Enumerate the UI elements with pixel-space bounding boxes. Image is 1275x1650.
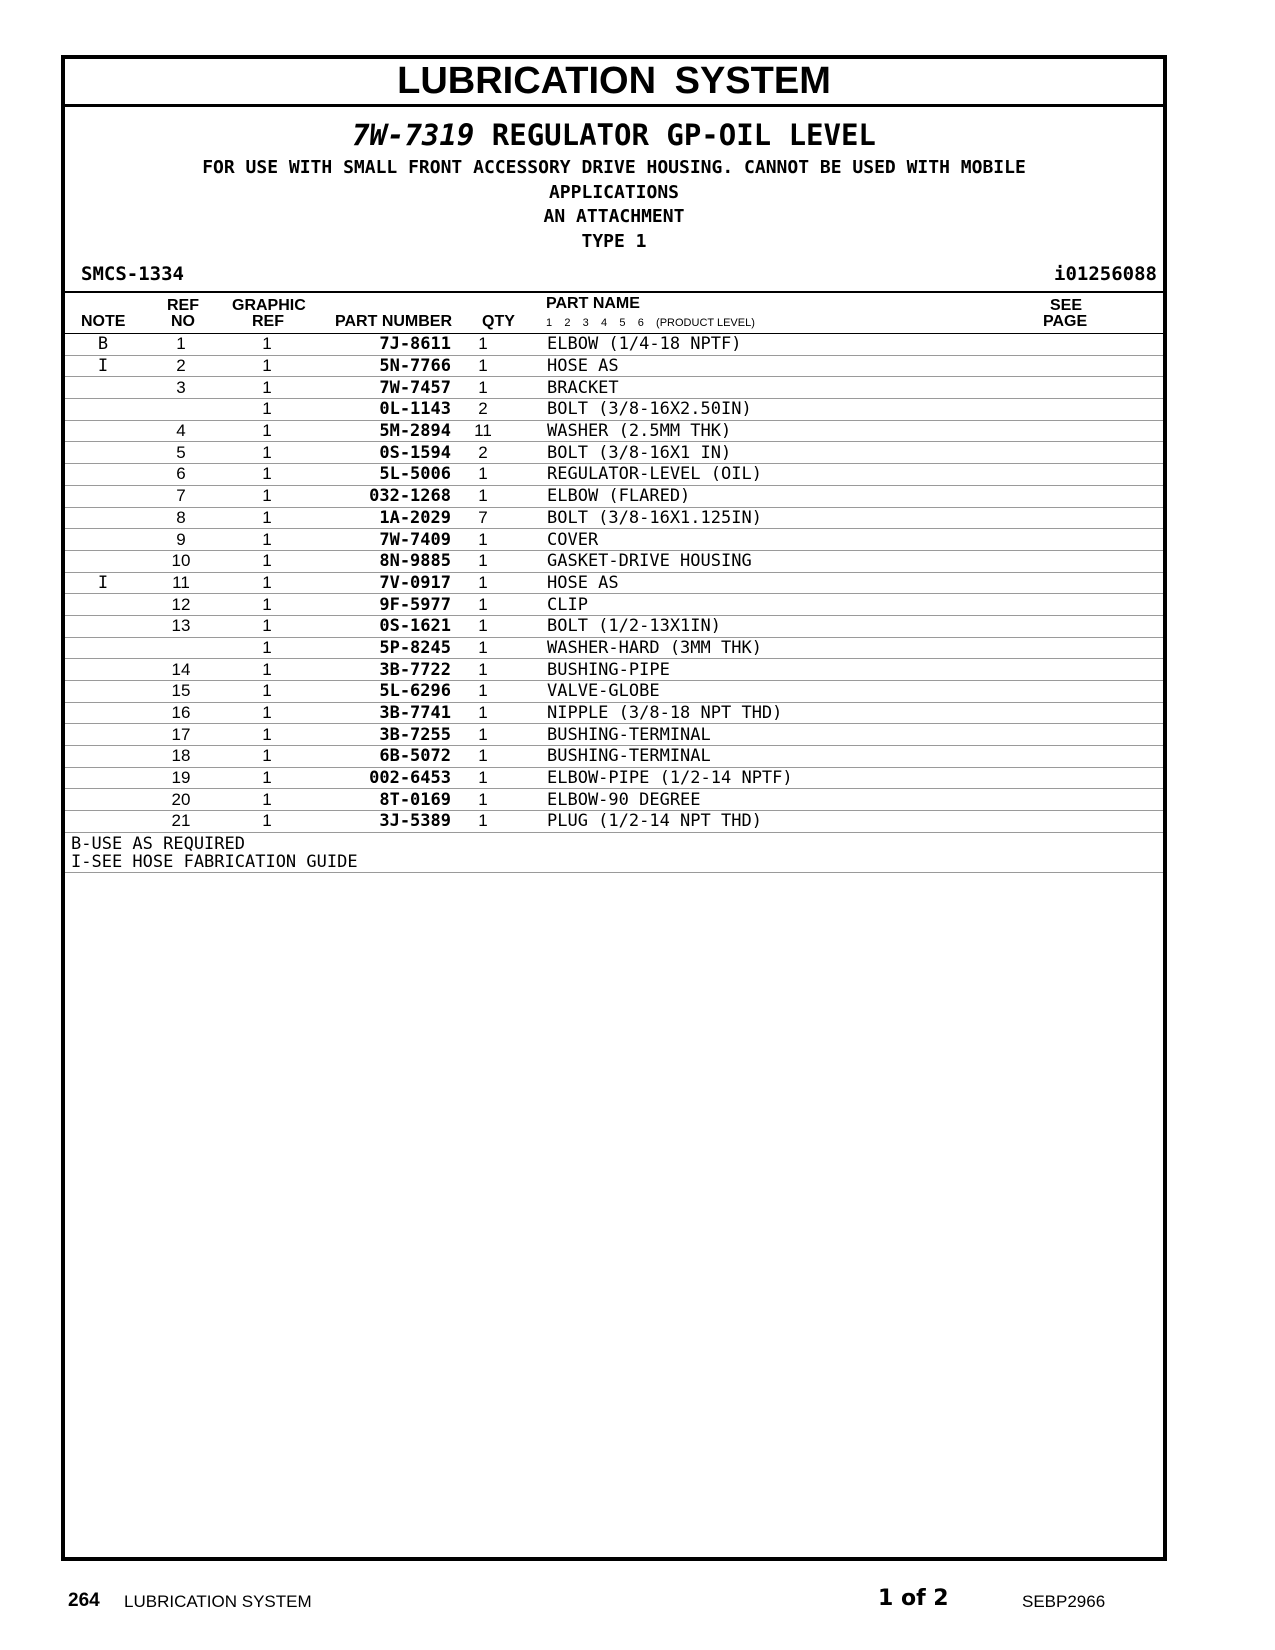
part-name-cell: ELBOW (FLARED) (507, 485, 1015, 507)
part-number-cell: 002-6453 (313, 767, 459, 789)
column-headers (65, 293, 1163, 334)
part-number-cell: 7V-0917 (313, 572, 459, 594)
part-name-cell: HOSE AS (507, 355, 1015, 377)
part-number-cell: 5N-7766 (313, 355, 459, 377)
graphic-ref-cell: 1 (221, 659, 313, 681)
see-page-cell (1015, 442, 1163, 464)
table-row (65, 485, 1163, 507)
parts-table-body (65, 334, 1163, 832)
ref-no-cell: 16 (141, 702, 221, 724)
graphic-ref-cell: 1 (221, 767, 313, 789)
see-page-cell (1015, 377, 1163, 399)
qty-cell: 2 (459, 399, 507, 421)
qty-cell: 1 (459, 789, 507, 811)
part-number-cell: 8T-0169 (313, 789, 459, 811)
table-row (65, 811, 1163, 833)
header-product-level: 1 2 3 4 5 6 (PRODUCT LEVEL) (546, 317, 755, 329)
ref-no-cell: 11 (141, 572, 221, 594)
note-cell (65, 420, 141, 442)
note-cell (65, 789, 141, 811)
part-number-cell: 3B-7741 (313, 702, 459, 724)
table-row (65, 746, 1163, 768)
table-row (65, 529, 1163, 551)
ref-no-cell: 9 (141, 529, 221, 551)
qty-cell: 1 (459, 615, 507, 637)
part-name-cell: BUSHING-TERMINAL (507, 724, 1015, 746)
graphic-ref-cell: 1 (221, 442, 313, 464)
table-row (65, 464, 1163, 486)
qty-cell: 1 (459, 811, 507, 833)
part-number-cell: 7J-8611 (313, 334, 459, 355)
see-page-cell (1015, 550, 1163, 572)
qty-cell: 1 (459, 572, 507, 594)
part-name-cell: WASHER-HARD (3MM THK) (507, 637, 1015, 659)
section-title: LUBRICATION SYSTEM (65, 59, 1163, 107)
table-row (65, 507, 1163, 529)
see-page-cell (1015, 485, 1163, 507)
header-graphic-top: GRAPHIC (232, 297, 306, 314)
header-graphic-bottom: REF (252, 313, 284, 330)
qty-cell: 1 (459, 659, 507, 681)
group-description-line: TYPE 1 (581, 230, 647, 252)
table-row (65, 399, 1163, 421)
part-number-cell: 0S-1621 (313, 615, 459, 637)
part-name-cell: NIPPLE (3/8-18 NPT THD) (507, 702, 1015, 724)
graphic-ref-cell: 1 (221, 485, 313, 507)
part-name-cell: ELBOW-PIPE (1/2-14 NPTF) (507, 767, 1015, 789)
table-row (65, 659, 1163, 681)
see-page-cell (1015, 615, 1163, 637)
table-row (65, 681, 1163, 703)
qty-cell: 1 (459, 355, 507, 377)
ref-no-cell: 14 (141, 659, 221, 681)
part-name-cell: ELBOW (1/4-18 NPTF) (507, 334, 1015, 355)
header-part-name: PART NAME (546, 295, 640, 312)
info-id: i01256088 (1054, 263, 1157, 285)
part-number-cell: 0L-1143 (313, 399, 459, 421)
qty-cell: 1 (459, 464, 507, 486)
see-page-cell (1015, 334, 1163, 355)
parts-table (65, 334, 1163, 833)
part-number-cell: 032-1268 (313, 485, 459, 507)
part-name-cell: ELBOW-90 DEGREE (507, 789, 1015, 811)
part-number-cell: 5P-8245 (313, 637, 459, 659)
table-row (65, 767, 1163, 789)
page-of: 1 of 2 (878, 1586, 949, 1611)
table-row (65, 377, 1163, 399)
codes-row (65, 263, 1163, 291)
part-number-cell: 5M-2894 (313, 420, 459, 442)
part-number-cell: 5L-6296 (313, 681, 459, 703)
graphic-ref-cell: 1 (221, 702, 313, 724)
qty-cell: 1 (459, 550, 507, 572)
qty-cell: 1 (459, 746, 507, 768)
part-name-cell: HOSE AS (507, 572, 1015, 594)
see-page-cell (1015, 746, 1163, 768)
table-row (65, 355, 1163, 377)
header-part-number: PART NUMBER (335, 313, 453, 330)
header-note: NOTE (81, 313, 126, 330)
ref-no-cell: 2 (141, 355, 221, 377)
qty-cell: 11 (459, 420, 507, 442)
header-qty: QTY (482, 313, 515, 330)
ref-no-cell: 8 (141, 507, 221, 529)
note-cell (65, 594, 141, 616)
parts-list-frame (61, 55, 1167, 1561)
table-row (65, 594, 1163, 616)
header-ref-top: REF (167, 297, 199, 314)
note-cell (65, 811, 141, 833)
part-number-cell: 1A-2029 (313, 507, 459, 529)
part-number-cell: 0S-1594 (313, 442, 459, 464)
group-part-number: 7W-7319 (352, 118, 475, 152)
qty-cell: 1 (459, 767, 507, 789)
table-row (65, 572, 1163, 594)
group-description-line: AN ATTACHMENT (543, 206, 685, 227)
part-number-cell: 9F-5977 (313, 594, 459, 616)
part-number-cell: 5L-5006 (313, 464, 459, 486)
note-cell (65, 681, 141, 703)
table-row (65, 615, 1163, 637)
ref-no-cell: 17 (141, 724, 221, 746)
part-name-cell: COVER (507, 529, 1015, 551)
graphic-ref-cell: 1 (221, 399, 313, 421)
qty-cell: 2 (459, 442, 507, 464)
ref-no-cell: 19 (141, 767, 221, 789)
header-see-top: SEE (1050, 297, 1083, 314)
part-name-cell: BOLT (3/8-16X1 IN) (507, 442, 1015, 464)
note-cell (65, 746, 141, 768)
part-name-cell: BOLT (3/8-16X1.125IN) (507, 507, 1015, 529)
part-number-cell: 8N-9885 (313, 550, 459, 572)
header-see-bottom: PAGE (1043, 313, 1088, 330)
qty-cell: 7 (459, 507, 507, 529)
table-row (65, 789, 1163, 811)
see-page-cell (1015, 681, 1163, 703)
see-page-cell (1015, 399, 1163, 421)
graphic-ref-cell: 1 (221, 746, 313, 768)
note-cell: I (65, 572, 141, 594)
note-cell (65, 485, 141, 507)
part-name-cell: BUSHING-PIPE (507, 659, 1015, 681)
qty-cell: 1 (459, 529, 507, 551)
part-name-cell: REGULATOR-LEVEL (OIL) (507, 464, 1015, 486)
note-cell (65, 615, 141, 637)
qty-cell: 1 (459, 334, 507, 355)
part-number-cell: 6B-5072 (313, 746, 459, 768)
group-title (65, 117, 1163, 153)
ref-no-cell: 12 (141, 594, 221, 616)
graphic-ref-cell: 1 (221, 464, 313, 486)
note-cell: I (65, 355, 141, 377)
see-page-cell (1015, 702, 1163, 724)
table-row (65, 702, 1163, 724)
ref-no-cell: 4 (141, 420, 221, 442)
see-page-cell (1015, 789, 1163, 811)
graphic-ref-cell: 1 (221, 550, 313, 572)
note-cell (65, 399, 141, 421)
part-number-cell: 7W-7457 (313, 377, 459, 399)
graphic-ref-cell: 1 (221, 724, 313, 746)
graphic-ref-cell: 1 (221, 334, 313, 355)
see-page-cell (1015, 724, 1163, 746)
see-page-cell (1015, 464, 1163, 486)
note-cell (65, 724, 141, 746)
graphic-ref-cell: 1 (221, 615, 313, 637)
table-row (65, 637, 1163, 659)
header-ref-bottom: NO (171, 313, 195, 330)
part-name-cell: BOLT (3/8-16X2.50IN) (507, 399, 1015, 421)
page-number: 264 (68, 1590, 100, 1611)
group-name: REGULATOR GP-OIL LEVEL (491, 118, 876, 152)
graphic-ref-cell: 1 (221, 572, 313, 594)
note-line: B-USE AS REQUIRED (71, 833, 245, 854)
see-page-cell (1015, 420, 1163, 442)
ref-no-cell: 1 (141, 334, 221, 355)
note-cell (65, 464, 141, 486)
part-name-cell: PLUG (1/2-14 NPT THD) (507, 811, 1015, 833)
part-number-cell: 3B-7722 (313, 659, 459, 681)
note-cell (65, 442, 141, 464)
table-row (65, 420, 1163, 442)
graphic-ref-cell: 1 (221, 507, 313, 529)
qty-cell: 1 (459, 485, 507, 507)
notes-block (65, 833, 1163, 873)
graphic-ref-cell: 1 (221, 637, 313, 659)
ref-no-cell: 21 (141, 811, 221, 833)
note-cell (65, 637, 141, 659)
document-id: SEBP2966 (1022, 1592, 1106, 1611)
see-page-cell (1015, 637, 1163, 659)
note-cell (65, 659, 141, 681)
graphic-ref-cell: 1 (221, 594, 313, 616)
ref-no-cell (141, 637, 221, 659)
ref-no-cell: 15 (141, 681, 221, 703)
graphic-ref-cell: 1 (221, 811, 313, 833)
table-row (65, 334, 1163, 355)
note-line: I-SEE HOSE FABRICATION GUIDE (71, 851, 358, 872)
see-page-cell (1015, 529, 1163, 551)
qty-cell: 1 (459, 702, 507, 724)
graphic-ref-cell: 1 (221, 789, 313, 811)
ref-no-cell (141, 399, 221, 421)
note-cell (65, 767, 141, 789)
group-description-line: APPLICATIONS (548, 181, 680, 203)
see-page-cell (1015, 594, 1163, 616)
note-cell (65, 550, 141, 572)
note-cell (65, 529, 141, 551)
graphic-ref-cell: 1 (221, 377, 313, 399)
note-cell: B (65, 334, 141, 355)
ref-no-cell: 5 (141, 442, 221, 464)
ref-no-cell: 3 (141, 377, 221, 399)
table-row (65, 550, 1163, 572)
ref-no-cell: 18 (141, 746, 221, 768)
part-name-cell: BRACKET (507, 377, 1015, 399)
ref-no-cell: 7 (141, 485, 221, 507)
see-page-cell (1015, 355, 1163, 377)
part-number-cell: 3B-7255 (313, 724, 459, 746)
graphic-ref-cell: 1 (221, 529, 313, 551)
qty-cell: 1 (459, 724, 507, 746)
note-cell (65, 702, 141, 724)
see-page-cell (1015, 767, 1163, 789)
note-cell (65, 377, 141, 399)
ref-no-cell: 13 (141, 615, 221, 637)
table-row (65, 442, 1163, 464)
smcs-code: SMCS-1334 (81, 263, 184, 285)
see-page-cell (1015, 659, 1163, 681)
part-name-cell: GASKET-DRIVE HOUSING (507, 550, 1015, 572)
qty-cell: 1 (459, 594, 507, 616)
part-number-cell: 7W-7409 (313, 529, 459, 551)
see-page-cell (1015, 507, 1163, 529)
note-cell (65, 507, 141, 529)
part-name-cell: WASHER (2.5MM THK) (507, 420, 1015, 442)
see-page-cell (1015, 572, 1163, 594)
table-row (65, 724, 1163, 746)
qty-cell: 1 (459, 681, 507, 703)
qty-cell: 1 (459, 377, 507, 399)
qty-cell: 1 (459, 637, 507, 659)
part-name-cell: BUSHING-TERMINAL (507, 746, 1015, 768)
part-name-cell: VALVE-GLOBE (507, 681, 1015, 703)
part-number-cell: 3J-5389 (313, 811, 459, 833)
ref-no-cell: 20 (141, 789, 221, 811)
part-name-cell: CLIP (507, 594, 1015, 616)
part-name-cell: BOLT (1/2-13X1IN) (507, 615, 1015, 637)
footer-section: LUBRICATION SYSTEM (124, 1592, 312, 1611)
ref-no-cell: 10 (141, 550, 221, 572)
graphic-ref-cell: 1 (221, 355, 313, 377)
see-page-cell (1015, 811, 1163, 833)
ref-no-cell: 6 (141, 464, 221, 486)
graphic-ref-cell: 1 (221, 681, 313, 703)
group-description-line: FOR USE WITH SMALL FRONT ACCESSORY DRIVE HOUSING. CANNOT BE USED WITH MOBILE (202, 157, 1026, 178)
page-footer (0, 1586, 1275, 1620)
graphic-ref-cell: 1 (221, 420, 313, 442)
